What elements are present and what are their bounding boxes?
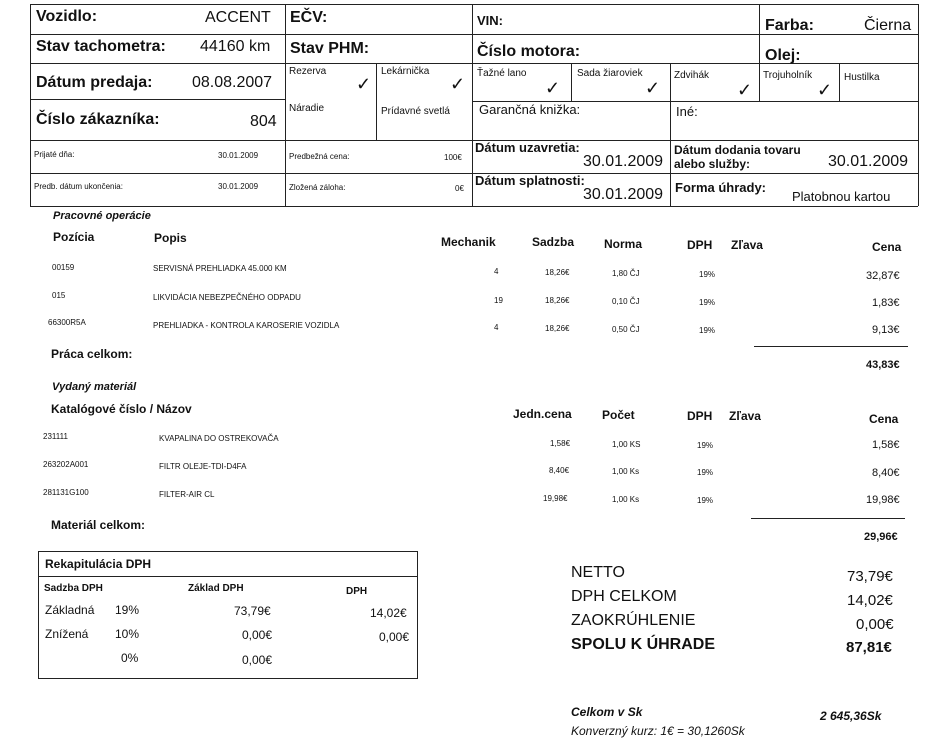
vat-row-rate: 0% (121, 651, 139, 665)
check-label-tazne-lano: Ťažné lano (477, 68, 527, 79)
header-line (670, 63, 671, 206)
vat-row-base: 0,00€ (242, 653, 273, 667)
vat-row-base: 0,00€ (242, 628, 273, 642)
material-cena: 19,98€ (866, 494, 900, 506)
operation-dph: 19% (699, 298, 716, 307)
operation-mechanik: 19 (494, 296, 503, 305)
check-icon: ✓ (356, 74, 372, 94)
check-label-sada-ziaroviek: Sada žiaroviek (577, 68, 643, 79)
netto-value: 73,79€ (847, 568, 893, 585)
material-nazov: FILTR OLEJE-TDI-D4FA (159, 462, 247, 471)
header-line (376, 63, 377, 140)
vat-row-dph: 14,02€ (370, 606, 407, 620)
materials-total-value: 29,96€ (864, 531, 898, 543)
material-cena: 8,40€ (872, 467, 900, 479)
vat-col-dph: DPH (346, 586, 368, 597)
operation-mechanik: 4 (494, 323, 499, 332)
garancna-label: Garančná knižka: (479, 102, 581, 117)
materials-col-jedn: Jedn.cena (513, 407, 572, 421)
operation-dph: 19% (699, 270, 716, 279)
operation-pozicia: 00159 (52, 263, 75, 272)
operation-sadzba: 18,26€ (545, 324, 570, 333)
material-pocet: 1,00 Ks (612, 495, 640, 504)
check-label-naradie: Náradie (289, 103, 325, 114)
material-pocet: 1,00 Ks (612, 467, 640, 476)
zaokruhlenie-label: ZAOKRÚHLENIE (571, 612, 696, 629)
operation-sadzba: 18,26€ (545, 268, 570, 277)
operations-total-value: 43,83€ (866, 359, 900, 371)
materials-col-pocet: Počet (602, 408, 635, 422)
operation-mechanik: 4 (494, 267, 499, 276)
operation-pozicia: 66300R5A (48, 318, 86, 327)
check-icon: ✓ (545, 78, 561, 98)
forma-uhrady-label: Forma úhrady: (675, 180, 767, 195)
check-label-trojuholnik: Trojuholník (763, 70, 813, 81)
header-line (839, 63, 840, 101)
materials-title: Vydaný materiál (52, 381, 137, 393)
stav-tachometra-value: 44160 km (200, 38, 271, 55)
vat-row-rate: 19% (115, 603, 140, 617)
materials-col-dph: DPH (687, 409, 713, 423)
celkom-sk-value: 2 645,36Sk (820, 709, 882, 723)
material-nazov: KVAPALINA DO OSTREKOVAČA (159, 434, 279, 443)
material-dph: 19% (697, 496, 714, 505)
materials-total-label: Materiál celkom: (51, 518, 146, 532)
material-cislo: 231111 (43, 432, 68, 441)
check-label-hustilka: Hustilka (844, 72, 880, 83)
forma-uhrady-value: Platobnou kartou (792, 189, 891, 204)
material-dph: 19% (697, 441, 714, 450)
datum-uzavretia-value: 30.01.2009 (583, 153, 664, 170)
operations-total-label: Práca celkom: (51, 347, 133, 361)
operations-col-sadzba: Sadzba (532, 235, 575, 249)
operation-popis: PREHLIADKA - KONTROLA KAROSERIE VOZIDLA (153, 321, 340, 330)
header-line (30, 4, 918, 5)
material-jedn: 8,40€ (549, 466, 570, 475)
prebezna-cena-label: Predbežná cena: (289, 152, 350, 161)
operation-popis: LIKVIDÁCIA NEBEZPEČNÉHO ODPADU (153, 293, 301, 302)
operations-title: Pracovné operácie (53, 210, 151, 222)
datum-dodania-value: 30.01.2009 (828, 153, 909, 170)
datum-splatnosti-value: 30.01.2009 (583, 186, 664, 203)
netto-label: NETTO (571, 564, 625, 581)
header-line (30, 173, 918, 174)
check-label-rezerva: Rezerva (289, 66, 327, 77)
vat-recap-line (38, 576, 418, 577)
material-pocet: 1,00 KS (612, 440, 641, 449)
operation-cena: 9,13€ (872, 324, 900, 336)
datum-predaja-label: Dátum predaja: (36, 74, 153, 91)
vat-row-base: 73,79€ (234, 604, 271, 618)
check-icon: ✓ (450, 74, 466, 94)
zaokruhlenie-value: 0,00€ (856, 616, 894, 633)
operations-total-line (754, 346, 908, 347)
datum-predaja-value: 08.08.2007 (192, 74, 273, 91)
vat-row-name: Základná (45, 603, 95, 617)
operations-col-mechanik: Mechanik (441, 235, 496, 249)
vat-col-zaklad: Základ DPH (188, 583, 244, 594)
header-line (918, 4, 919, 206)
datum-dodania-label: Dátum dodania tovaru alebo služby: (674, 143, 801, 171)
operation-norma: 1,80 ČJ (612, 269, 640, 278)
vozidlo-value: ACCENT (205, 9, 271, 26)
vat-col-sadzba: Sadzba DPH (44, 583, 103, 594)
olej-label: Olej: (765, 47, 801, 64)
header-line (759, 4, 760, 63)
operation-norma: 0,50 ČJ (612, 325, 640, 334)
header-line (30, 206, 918, 207)
operations-col-zlava: Zľava (731, 238, 763, 252)
operation-cena: 32,87€ (866, 270, 900, 282)
operations-col-popis: Popis (154, 231, 187, 245)
header-line (759, 63, 760, 101)
stav-tachometra-label: Stav tachometra: (36, 38, 166, 55)
operations-col-cena: Cena (872, 240, 902, 254)
konverzny-kurz: Konverzný kurz: 1€ = 30,1260Sk (571, 724, 745, 738)
materials-col-cena: Cena (869, 412, 899, 426)
operations-col-norma: Norma (604, 237, 643, 251)
check-icon: ✓ (645, 78, 661, 98)
predb-datum-label: Predb. dátum ukončenia: (34, 182, 123, 191)
operation-sadzba: 18,26€ (545, 296, 570, 305)
cislo-zakaznika-value: 804 (250, 113, 277, 130)
vin-label: VIN: (477, 13, 503, 28)
ine-label: Iné: (676, 104, 698, 119)
prebezna-cena-value: 100€ (444, 153, 462, 162)
datum-splatnosti-label: Dátum splatnosti: (475, 173, 585, 188)
materials-col-katalog: Katalógové číslo / Názov (51, 402, 192, 416)
material-nazov: FILTER-AIR CL (159, 490, 215, 499)
material-cena: 1,58€ (872, 439, 900, 451)
farba-value: Čierna (864, 17, 912, 34)
header-line (30, 140, 918, 141)
dph-celkom-value: 14,02€ (847, 592, 893, 609)
check-label-pridavne-svetla: Prídavné svetlá (381, 106, 450, 117)
zalozena-zaloha-value: 0€ (455, 184, 464, 193)
predb-datum-value: 30.01.2009 (218, 182, 259, 191)
header-line (285, 4, 286, 206)
check-label-lekarnicka: Lekárnička (381, 66, 430, 77)
material-cislo: 263202A001 (43, 460, 89, 469)
cislo-motora-label: Číslo motora: (477, 43, 581, 60)
check-icon: ✓ (817, 80, 833, 100)
ecv-label: EČV: (290, 9, 328, 26)
operation-pozicia: 015 (52, 291, 66, 300)
vat-row-rate: 10% (115, 627, 140, 641)
materials-total-line (751, 518, 905, 519)
prijate-label: Prijaté dňa: (34, 150, 75, 159)
vat-row-dph: 0,00€ (379, 630, 410, 644)
check-icon: ✓ (737, 80, 753, 100)
material-jedn: 1,58€ (550, 439, 571, 448)
operations-col-pozicia: Pozícia (53, 230, 95, 244)
prijate-value: 30.01.2009 (218, 151, 259, 160)
spolu-k-uhrade-value: 87,81€ (846, 639, 892, 656)
header-line (30, 99, 285, 100)
celkom-sk-label: Celkom v Sk (571, 705, 643, 719)
header-line (472, 4, 473, 206)
materials-col-zlava: Zľava (729, 409, 761, 423)
operations-col-dph: DPH (687, 238, 713, 252)
operation-popis: SERVISNÁ PREHLIADKA 45.000 KM (153, 264, 287, 273)
header-line (571, 63, 572, 101)
datum-uzavretia-label: Dátum uzavretia: (475, 140, 580, 155)
zalozena-zaloha-label: Zložená záloha: (289, 183, 346, 192)
header-line (30, 4, 31, 206)
farba-label: Farba: (765, 17, 814, 34)
spolu-k-uhrade-label: SPOLU K ÚHRADE (571, 636, 716, 653)
operation-cena: 1,83€ (872, 297, 900, 309)
vat-row-name: Znížená (45, 627, 89, 641)
stav-phm-label: Stav PHM: (290, 40, 370, 57)
operation-norma: 0,10 ČJ (612, 297, 640, 306)
material-dph: 19% (697, 468, 714, 477)
dph-celkom-label: DPH CELKOM (571, 588, 677, 605)
vat-recap-title: Rekapitulácia DPH (45, 557, 152, 571)
check-label-zdvihak: Zdvihák (674, 70, 710, 81)
material-jedn: 19,98€ (543, 494, 568, 503)
material-cislo: 281131G100 (43, 488, 89, 497)
cislo-zakaznika-label: Číslo zákazníka: (36, 111, 160, 128)
vozidlo-label: Vozidlo: (36, 8, 98, 25)
operation-dph: 19% (699, 326, 716, 335)
